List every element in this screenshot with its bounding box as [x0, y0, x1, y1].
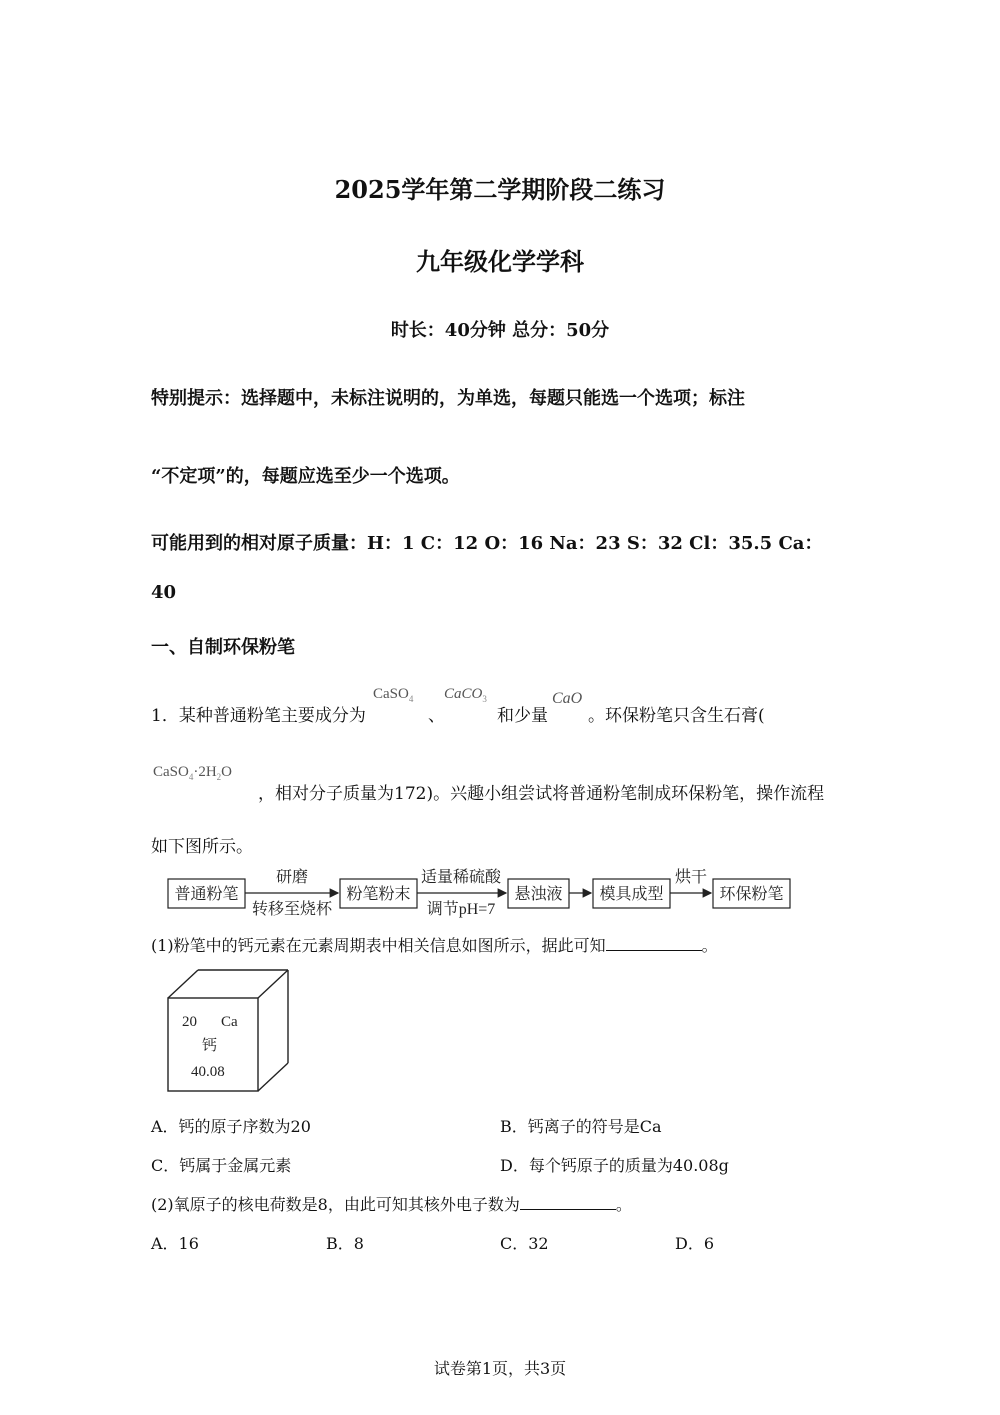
- section-heading: 一、自制环保粉笔: [151, 637, 295, 658]
- sub1-option-b[interactable]: B．钙离子的符号是Ca: [500, 1117, 662, 1136]
- element-number: 20: [182, 1014, 197, 1030]
- atomic-mass-line-1: 可能用到的相对原子质量：H：1 C：12 O：16 Na：23 S：32 Cl：35.5 Ca：: [151, 533, 823, 554]
- answer-blank-2[interactable]: [520, 1195, 616, 1210]
- flow-box-2-label: 粉笔粉末: [346, 886, 411, 903]
- formula-cao: CaO: [552, 690, 583, 707]
- element-cell-calcium: [160, 968, 300, 1098]
- formula-gypsum: $CaSO_4\cdot 2H_2O$: [153, 764, 233, 782]
- sub2-option-b[interactable]: B．8: [326, 1234, 364, 1253]
- q1-line-2: ，相对分子质量为172)。兴趣小组尝试将普通粉笔制成环保粉笔，操作流程: [258, 784, 825, 804]
- q1-line-3: 如下图所示。: [151, 837, 253, 857]
- flow-arrow-1-bottom: 转移至烧杯: [251, 901, 333, 918]
- q1-intro-b: 和少量: [497, 706, 548, 726]
- notice-line-1: 特别提示：选择题中，未标注说明的，为单选，每题只能选一个选项；标注: [151, 388, 745, 409]
- q1-intro-a: 1．某种普通粉笔主要成分为: [151, 706, 366, 726]
- exam-title: 2025学年第二学期阶段二练习: [334, 175, 666, 204]
- element-mass: 40.08: [191, 1064, 225, 1080]
- flow-box-1-label: 普通粉笔: [174, 886, 239, 903]
- answer-blank-1[interactable]: [606, 936, 702, 951]
- flow-arrow-2-top: 适量稀硫酸: [420, 869, 502, 886]
- page-footer: 试卷第1页，共3页: [433, 1359, 567, 1378]
- process-flow-diagram: [160, 862, 800, 922]
- flow-arrow-2-bottom: 调节pH=7: [426, 901, 496, 918]
- sub2-option-c[interactable]: C．32: [500, 1234, 549, 1253]
- sub1-option-a[interactable]: A．钙的原子序数为20: [151, 1117, 311, 1136]
- q1-separator: 、: [428, 706, 445, 726]
- exam-subtitle: 九年级化学学科: [416, 247, 584, 276]
- sub2-option-a[interactable]: A．16: [151, 1234, 199, 1253]
- formula-caco3: CaCO$_3$: [444, 686, 487, 704]
- element-name: 钙: [202, 1038, 218, 1054]
- sub1-question: (1)粉笔中的钙元素在元素周期表中相关信息如图所示，据此可知 。: [151, 936, 718, 955]
- q1-intro-c: 。环保粉笔只含生石膏(: [588, 706, 765, 726]
- flow-arrow-1-top: 研磨: [275, 869, 309, 886]
- flow-box-3-label: 悬浊液: [514, 886, 563, 903]
- flow-box-5-label: 环保粉笔: [719, 886, 784, 903]
- sub1-option-d[interactable]: D．每个钙原子的质量为40.08g: [500, 1156, 729, 1175]
- notice-line-2: “不定项”的，每题应选至少一个选项。: [151, 466, 460, 487]
- flow-arrow-4-top: 烘干: [674, 869, 708, 886]
- exam-meta: 时长：40分钟 总分：50分: [390, 320, 610, 341]
- sub2-option-d[interactable]: D．6: [675, 1234, 715, 1253]
- element-symbol: Ca: [221, 1014, 238, 1030]
- flow-box-4-label: 模具成型: [599, 886, 664, 903]
- sub2-question: (2)氧原子的核电荷数是8，由此可知其核外电子数为 。: [151, 1195, 632, 1214]
- atomic-mass-line-2: 40: [151, 582, 177, 603]
- sub1-option-c[interactable]: C．钙属于金属元素: [151, 1156, 292, 1175]
- formula-caso4: CaSO$_4$: [373, 686, 414, 704]
